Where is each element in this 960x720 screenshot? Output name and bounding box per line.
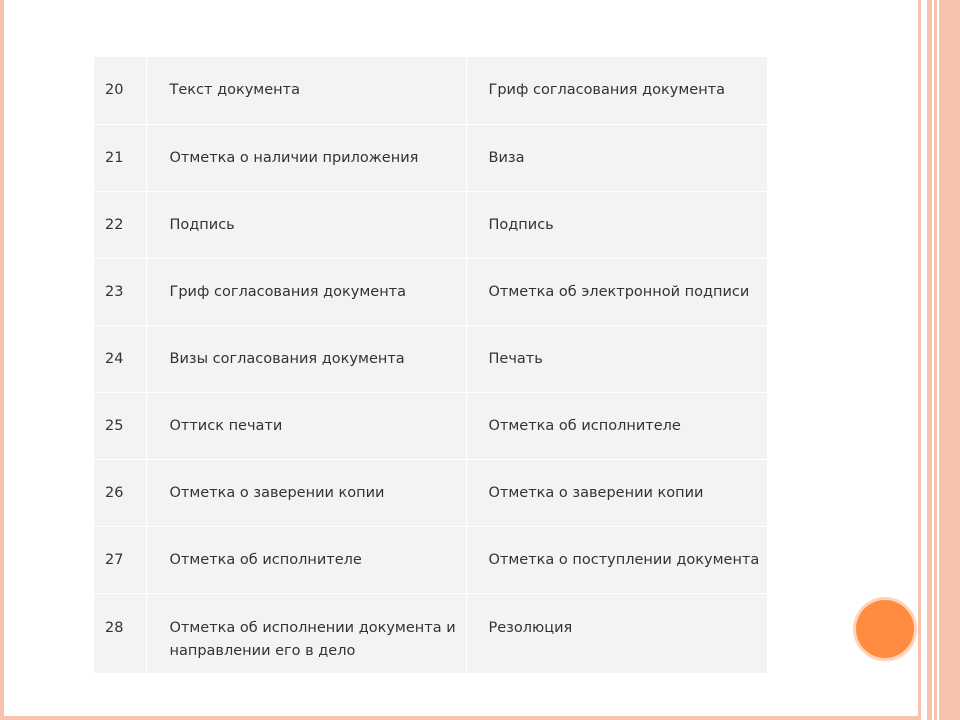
requisites-table: [94, 57, 767, 673]
table-row: [94, 124, 767, 191]
requisite-col2: Подпись: [466, 191, 767, 258]
requisite-col1: Отметка о заверении копии: [146, 459, 466, 526]
requisite-col2: Виза: [466, 124, 767, 191]
requisite-col2: Гриф согласования документа: [466, 57, 767, 124]
requisite-col2: Отметка о поступлении документа: [466, 526, 767, 593]
requisite-col1: Текст документа: [146, 57, 466, 124]
table-row: [94, 191, 767, 258]
table-row: [94, 526, 767, 593]
row-number: 26: [94, 459, 146, 526]
slide-frame-right: [918, 0, 960, 720]
table-row: [94, 57, 767, 124]
requisite-col2: Отметка о заверении копии: [466, 459, 767, 526]
table-row: [94, 459, 767, 526]
requisite-col1: Гриф согласования документа: [146, 258, 466, 325]
requisite-col1: Подпись: [146, 191, 466, 258]
table-row: [94, 392, 767, 459]
row-number: 23: [94, 258, 146, 325]
requisite-col2: Отметка об исполнителе: [466, 392, 767, 459]
row-number: 20: [94, 57, 146, 124]
decorative-circle: [856, 600, 914, 658]
requisite-col1: Отметка об исполнителе: [146, 526, 466, 593]
requisite-col2: Отметка об электронной подписи: [466, 258, 767, 325]
requisites-table-grid: [94, 57, 767, 673]
requisite-col1: Отметка об исполнении документа и направлении его в дело: [146, 593, 466, 673]
slide-frame-bottom: [0, 716, 918, 720]
requisite-col1: Оттиск печати: [146, 392, 466, 459]
requisite-col1: Визы согласования документа: [146, 325, 466, 392]
row-number: 27: [94, 526, 146, 593]
table-row: [94, 325, 767, 392]
requisite-col2: Печать: [466, 325, 767, 392]
row-number: 22: [94, 191, 146, 258]
row-number: 21: [94, 124, 146, 191]
requisite-col2: Резолюция: [488, 619, 573, 636]
slide-frame-left: [0, 0, 4, 720]
row-number: 25: [94, 392, 146, 459]
table-row: [94, 258, 767, 325]
row-number: 28: [94, 593, 146, 673]
row-number: 24: [94, 325, 146, 392]
requisite-col1: Отметка о наличии приложения: [146, 124, 466, 191]
table-row: [94, 593, 767, 673]
